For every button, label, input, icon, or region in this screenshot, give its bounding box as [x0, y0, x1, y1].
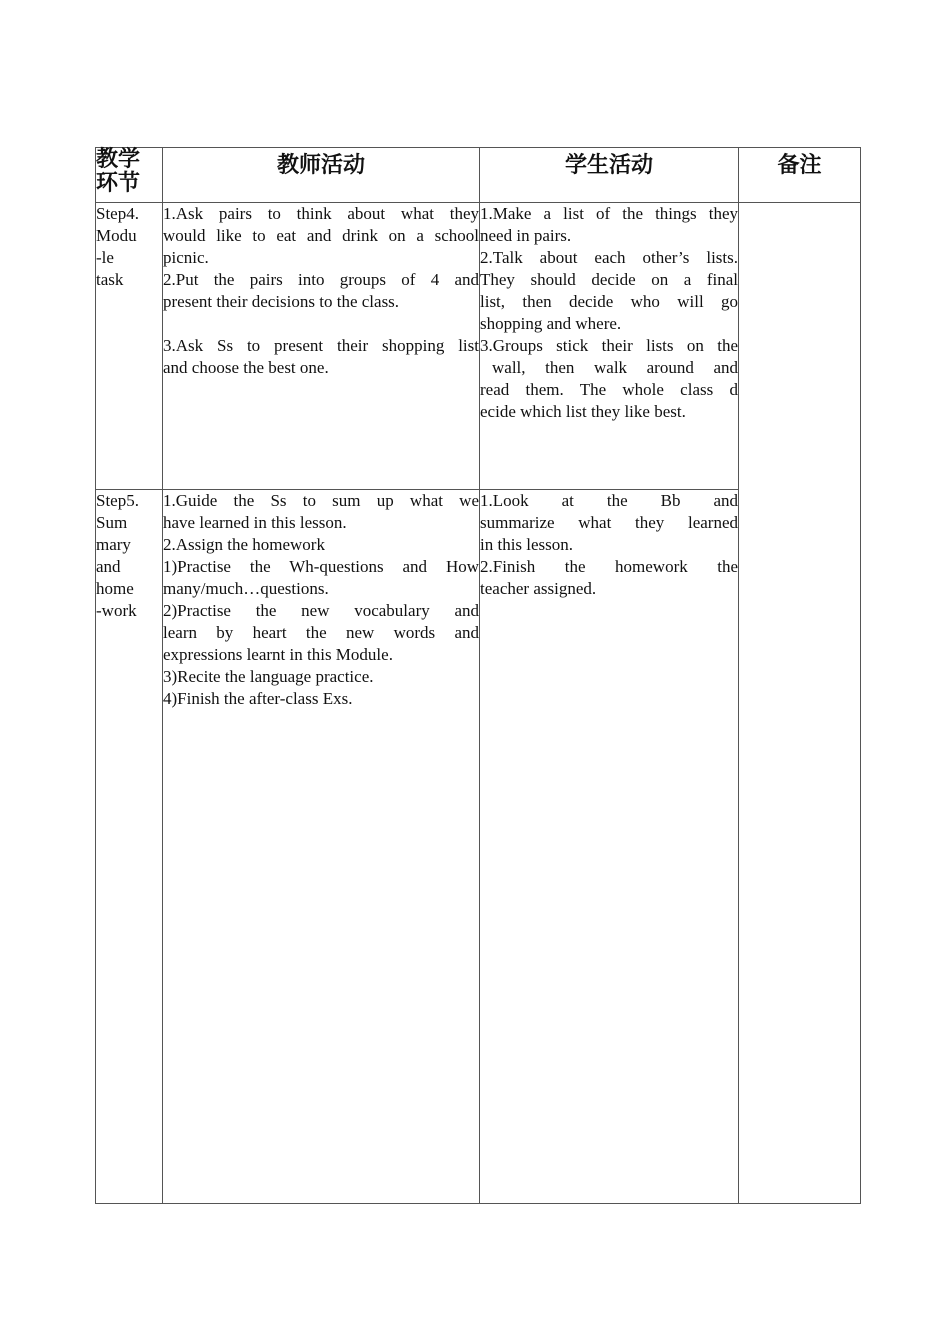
stage-cell-step4: Step4. Modu -le task: [96, 203, 163, 490]
stage-cell-step5: Step5. Sum mary and home -work: [96, 490, 163, 1204]
teacher-activity-step5: 1.Guide the Ss to sum up what we have learned in this lesson. 2.Assign the homework 1)Practise the Wh-questions and How many/much…questions. 2)Practise the new vocabulary and learn by heart the new words and expressions learnt in this Module. 3)Recite the language practice. 4)Finish the after-class Exs.: [163, 490, 480, 1204]
student-activity-step5: 1.Look at the Bb and summarize what they learned in this lesson. 2.Finish the homework the teacher assigned.: [480, 490, 739, 1204]
header-student-activity: 学生活动: [480, 148, 739, 203]
header-row: [96, 148, 861, 203]
table-row-step4: [96, 203, 861, 490]
header-stage: 教学 环节: [96, 148, 163, 203]
teacher-activity-step4: 1.Ask pairs to think about what they would like to eat and drink on a school picnic. 2.Put the pairs into groups of 4 and present their decisions to the class. 3.Ask Ss to present their shopping list and choose the best one.: [163, 203, 480, 490]
notes-cell: [739, 203, 861, 1204]
lesson-plan-table: [95, 147, 861, 1204]
header-notes: 备注: [739, 148, 861, 203]
header-teacher-activity: 教师活动: [163, 148, 480, 203]
student-activity-step4: 1.Make a list of the things they need in pairs. 2.Talk about each other’s lists. They should decide on a final list, then decide who will go shopping and where. 3.Groups stick their lists on the wall, then walk around and read them. The whole class d ecide which list they like best.: [480, 203, 739, 490]
